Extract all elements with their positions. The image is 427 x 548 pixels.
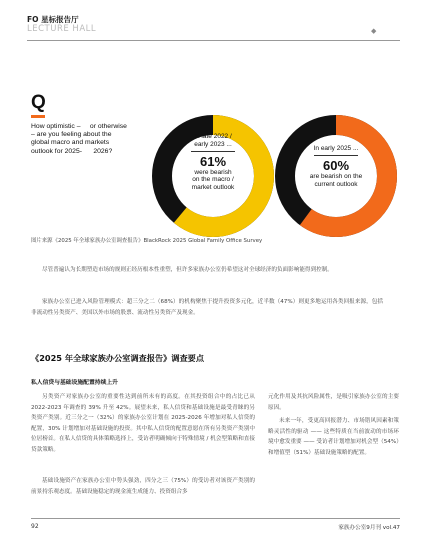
q-letter: Q xyxy=(31,92,46,113)
ring-2025-period-line: In early 2025 ... xyxy=(313,145,359,152)
ring-2025-label xyxy=(291,145,381,188)
footer-divider xyxy=(31,518,400,519)
question-text xyxy=(31,123,139,156)
ring-2022-desc-line: market outlook xyxy=(191,184,235,192)
question-line: – are you feeling about the xyxy=(31,131,112,139)
magazine-issue: 家族办公室9月刊 vol.47 xyxy=(338,525,400,531)
ring-2025-divider xyxy=(314,155,358,156)
header-divider xyxy=(27,40,400,41)
right-column-paragraph: 元化作用及其抗风险属性，是吸引家族办公室的主要原因。 xyxy=(268,394,399,411)
ring-2022-label xyxy=(170,133,256,192)
left-column-paragraph: 另类资产对家族办公室的重要性达到前所未有的高度。在其投资组合中的占比已从 2022-2023 年调查的 39% 升至 42%。展望未来，私人信贷和基础设施是最受青睐的另类资产类别。近三分之一（32%）的家族办公室计划在 2025-2026 年增加对私人信贷的配置，30% 计划增加对基础设施的投资。其中私人信贷的配置意愿在所有另类资产类别中位居榜首。在私人信贷的具体策略选择上，受访者明确倾向于特殊情境 / 机会型策略和直接贷款策略。 xyxy=(31,394,255,453)
question-line: global macro and markets xyxy=(31,139,110,147)
ring-2022-desc-line: on the macro / xyxy=(192,176,234,184)
page-number: 92 xyxy=(31,523,39,530)
ring-2022-divider xyxy=(191,151,235,152)
ring-2022-desc-line: were bearish xyxy=(194,168,232,176)
intro-paragraph: 尽管普遍认为长期塑造市场的规则正经历根本性重塑，但许多家族办公室仍希望这对全球经济的负面影响能得到控制。 xyxy=(42,267,333,273)
header-title: FO 星标报告厅 xyxy=(27,15,79,24)
q-accent-bar xyxy=(31,115,45,118)
figure-caption: 图片来源《2025 年全球家族办公室调查报告》BlackRock 2025 Global Family Office Survey xyxy=(31,238,263,244)
subsection-title: 私人信贷与基础设施配置持续上升 xyxy=(31,380,118,386)
ring-2022-period-line: In late 2022 / xyxy=(194,133,232,140)
intro-paragraph: 家族办公室已进入风险管理模式：超三分之二（68%）的机构聚焦于提升投资多元化，近半数（47%）则更多地运用各类回报来源，包括非流动性另类资产、美国以外市场的股票、流动性另类资产及现金。 xyxy=(31,299,383,316)
left-column-paragraph: 基础设施资产在家族办公室中势头强劲，四分之三（75%）的受访者对该资产类别的前景持乐观态度。基础设施稳定的现金流生成能力、投资组合多 xyxy=(31,478,255,495)
question-line: outlook for 2025- 2026? xyxy=(31,147,113,155)
ring-2025-desc-line: are bearish on the xyxy=(309,172,363,180)
header-diamond-icon: ◆ xyxy=(371,27,377,35)
ring-2025-percent: 60% xyxy=(322,157,350,173)
question-line: How optimistic – or otherwise xyxy=(31,123,127,130)
right-column-paragraph: 未来一年，受更高回报潜力、市场错风因素和策略灵活性的驱动 —— 这些特质在当前波动的市场环境中愈发重要 —— 受访者计划增加对机会型（54%）和增值型（51%）基础设施策略的配置。 xyxy=(268,418,399,456)
header-subtitle: LECTURE HALL xyxy=(27,24,97,34)
ring-2022-percent: 61% xyxy=(199,153,227,169)
ring-2025-desc-line: current outlook xyxy=(314,180,358,188)
section-title: 《2025 年全球家族办公室调查报告》调查要点 xyxy=(31,353,205,363)
ring-2022-period-line: early 2023 ... xyxy=(194,140,232,148)
